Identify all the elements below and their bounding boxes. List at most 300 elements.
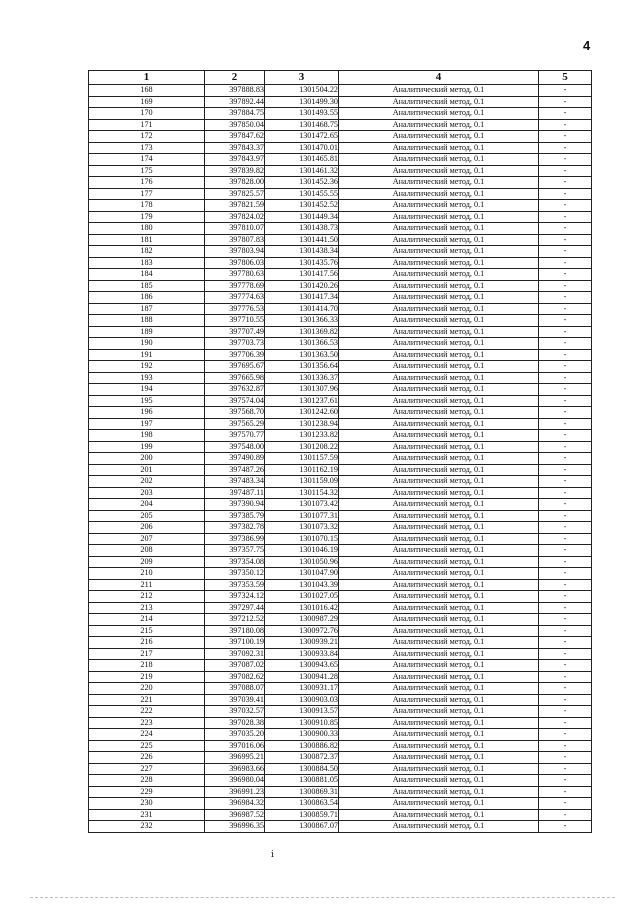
table-row — [89, 407, 592, 419]
y-coordinate-cell: 1301414.70 — [265, 303, 339, 315]
x-coordinate-cell: 397806.03 — [205, 257, 265, 269]
table-row — [89, 740, 592, 752]
table-header-row — [89, 71, 592, 85]
x-coordinate-cell: 397707.49 — [205, 326, 265, 338]
method-cell: Аналитический метод, 0.1 — [339, 407, 539, 419]
x-coordinate-cell: 397548.00 — [205, 441, 265, 453]
x-coordinate-cell: 397710.55 — [205, 315, 265, 327]
y-coordinate-cell: 1301465.81 — [265, 154, 339, 166]
method-cell: Аналитический метод, 0.1 — [339, 246, 539, 258]
table-row — [89, 177, 592, 189]
point-number-cell: 225 — [89, 740, 205, 752]
note-cell: - — [539, 821, 592, 833]
method-cell: Аналитический метод, 0.1 — [339, 418, 539, 430]
note-cell: - — [539, 108, 592, 120]
table-row — [89, 476, 592, 488]
y-coordinate-cell: 1300859.71 — [265, 809, 339, 821]
method-cell: Аналитический метод, 0.1 — [339, 464, 539, 476]
x-coordinate-cell: 397847.62 — [205, 131, 265, 143]
point-number-cell: 182 — [89, 246, 205, 258]
table-row — [89, 614, 592, 626]
note-cell: - — [539, 752, 592, 764]
header-method: 4 — [339, 71, 539, 85]
point-number-cell: 198 — [89, 430, 205, 442]
note-cell: - — [539, 441, 592, 453]
note-cell: - — [539, 119, 592, 131]
note-cell: - — [539, 223, 592, 235]
x-coordinate-cell: 397807.83 — [205, 234, 265, 246]
x-coordinate-cell: 396991.23 — [205, 786, 265, 798]
method-cell: Аналитический метод, 0.1 — [339, 763, 539, 775]
y-coordinate-cell: 1301452.36 — [265, 177, 339, 189]
method-cell: Аналитический метод, 0.1 — [339, 384, 539, 396]
point-number-cell: 215 — [89, 625, 205, 637]
x-coordinate-cell: 397390.94 — [205, 499, 265, 511]
note-cell: - — [539, 384, 592, 396]
method-cell: Аналитический метод, 0.1 — [339, 579, 539, 591]
note-cell: - — [539, 499, 592, 511]
note-cell: - — [539, 648, 592, 660]
method-cell: Аналитический метод, 0.1 — [339, 280, 539, 292]
table-row — [89, 361, 592, 373]
point-number-cell: 199 — [89, 441, 205, 453]
x-coordinate-cell: 397803.94 — [205, 246, 265, 258]
method-cell: Аналитический метод, 0.1 — [339, 706, 539, 718]
y-coordinate-cell: 1300972.76 — [265, 625, 339, 637]
point-number-cell: 228 — [89, 775, 205, 787]
method-cell: Аналитический метод, 0.1 — [339, 361, 539, 373]
table-row — [89, 591, 592, 603]
y-coordinate-cell: 1301417.56 — [265, 269, 339, 281]
table-row — [89, 326, 592, 338]
table-row — [89, 809, 592, 821]
point-number-cell: 184 — [89, 269, 205, 281]
x-coordinate-cell: 397490.89 — [205, 453, 265, 465]
page-number: 4 — [583, 38, 591, 53]
method-cell: Аналитический метод, 0.1 — [339, 292, 539, 304]
note-cell: - — [539, 418, 592, 430]
method-cell: Аналитический метод, 0.1 — [339, 614, 539, 626]
point-number-cell: 195 — [89, 395, 205, 407]
note-cell: - — [539, 706, 592, 718]
method-cell: Аналитический метод, 0.1 — [339, 786, 539, 798]
method-cell: Аналитический метод, 0.1 — [339, 775, 539, 787]
y-coordinate-cell: 1301452.52 — [265, 200, 339, 212]
x-coordinate-cell: 397824.02 — [205, 211, 265, 223]
x-coordinate-cell: 397568.70 — [205, 407, 265, 419]
method-cell: Аналитический метод, 0.1 — [339, 372, 539, 384]
y-coordinate-cell: 1301417.34 — [265, 292, 339, 304]
point-number-cell: 200 — [89, 453, 205, 465]
table-row — [89, 96, 592, 108]
x-coordinate-cell: 396980.04 — [205, 775, 265, 787]
note-cell: - — [539, 637, 592, 649]
x-coordinate-cell: 397695.67 — [205, 361, 265, 373]
method-cell: Аналитический метод, 0.1 — [339, 533, 539, 545]
method-cell: Аналитический метод, 0.1 — [339, 694, 539, 706]
y-coordinate-cell: 1301461.32 — [265, 165, 339, 177]
method-cell: Аналитический метод, 0.1 — [339, 487, 539, 499]
y-coordinate-cell: 1301077.31 — [265, 510, 339, 522]
table-row — [89, 418, 592, 430]
method-cell: Аналитический метод, 0.1 — [339, 660, 539, 672]
note-cell: - — [539, 487, 592, 499]
method-cell: Аналитический метод, 0.1 — [339, 165, 539, 177]
note-cell: - — [539, 533, 592, 545]
y-coordinate-cell: 1300872.37 — [265, 752, 339, 764]
note-cell: - — [539, 579, 592, 591]
point-number-cell: 203 — [89, 487, 205, 499]
x-coordinate-cell: 397665.98 — [205, 372, 265, 384]
x-coordinate-cell: 397039.41 — [205, 694, 265, 706]
y-coordinate-cell: 1301438.73 — [265, 223, 339, 235]
table-row — [89, 395, 592, 407]
point-number-cell: 223 — [89, 717, 205, 729]
point-number-cell: 226 — [89, 752, 205, 764]
method-cell: Аналитический метод, 0.1 — [339, 177, 539, 189]
point-number-cell: 193 — [89, 372, 205, 384]
point-number-cell: 191 — [89, 349, 205, 361]
note-cell: - — [539, 395, 592, 407]
point-number-cell: 217 — [89, 648, 205, 660]
y-coordinate-cell: 1301504.22 — [265, 85, 339, 97]
table-row — [89, 119, 592, 131]
table-row — [89, 464, 592, 476]
y-coordinate-cell: 1301027.05 — [265, 591, 339, 603]
x-coordinate-cell: 397565.29 — [205, 418, 265, 430]
y-coordinate-cell: 1300886.82 — [265, 740, 339, 752]
method-cell: Аналитический метод, 0.1 — [339, 154, 539, 166]
y-coordinate-cell: 1300863.54 — [265, 798, 339, 810]
point-number-cell: 210 — [89, 568, 205, 580]
y-coordinate-cell: 1301073.32 — [265, 522, 339, 534]
note-cell: - — [539, 269, 592, 281]
y-coordinate-cell: 1301470.01 — [265, 142, 339, 154]
method-cell: Аналитический метод, 0.1 — [339, 96, 539, 108]
note-cell: - — [539, 464, 592, 476]
method-cell: Аналитический метод, 0.1 — [339, 545, 539, 557]
y-coordinate-cell: 1301233.82 — [265, 430, 339, 442]
table-row — [89, 430, 592, 442]
point-number-cell: 207 — [89, 533, 205, 545]
point-number-cell: 214 — [89, 614, 205, 626]
point-number-cell: 220 — [89, 683, 205, 695]
x-coordinate-cell: 397035.20 — [205, 729, 265, 741]
method-cell: Аналитический метод, 0.1 — [339, 200, 539, 212]
table-row — [89, 568, 592, 580]
y-coordinate-cell: 1301369.82 — [265, 326, 339, 338]
y-coordinate-cell: 1301073.42 — [265, 499, 339, 511]
x-coordinate-cell: 397357.75 — [205, 545, 265, 557]
table-row — [89, 372, 592, 384]
x-coordinate-cell: 396987.52 — [205, 809, 265, 821]
footer-mark: ⅰ — [271, 849, 274, 859]
y-coordinate-cell: 1301162.19 — [265, 464, 339, 476]
point-number-cell: 185 — [89, 280, 205, 292]
note-cell: - — [539, 131, 592, 143]
table-row — [89, 522, 592, 534]
header-x-coordinate: 2 — [205, 71, 265, 85]
y-coordinate-cell: 1301237.61 — [265, 395, 339, 407]
table-row — [89, 717, 592, 729]
x-coordinate-cell: 397888.83 — [205, 85, 265, 97]
table-row — [89, 487, 592, 499]
method-cell: Аналитический метод, 0.1 — [339, 625, 539, 637]
y-coordinate-cell: 1300867.07 — [265, 821, 339, 833]
x-coordinate-cell: 397892.44 — [205, 96, 265, 108]
x-coordinate-cell: 397350.12 — [205, 568, 265, 580]
y-coordinate-cell: 1300881.05 — [265, 775, 339, 787]
x-coordinate-cell: 397706.39 — [205, 349, 265, 361]
x-coordinate-cell: 397324.12 — [205, 591, 265, 603]
table-row — [89, 706, 592, 718]
note-cell: - — [539, 430, 592, 442]
point-number-cell: 212 — [89, 591, 205, 603]
point-number-cell: 168 — [89, 85, 205, 97]
x-coordinate-cell: 397825.57 — [205, 188, 265, 200]
point-number-cell: 177 — [89, 188, 205, 200]
x-coordinate-cell: 397703.73 — [205, 338, 265, 350]
method-cell: Аналитический метод, 0.1 — [339, 671, 539, 683]
y-coordinate-cell: 1300910.85 — [265, 717, 339, 729]
method-cell: Аналитический метод, 0.1 — [339, 798, 539, 810]
note-cell: - — [539, 349, 592, 361]
x-coordinate-cell: 397092.31 — [205, 648, 265, 660]
y-coordinate-cell: 1301157.59 — [265, 453, 339, 465]
x-coordinate-cell: 397297.44 — [205, 602, 265, 614]
note-cell: - — [539, 694, 592, 706]
method-cell: Аналитический метод, 0.1 — [339, 809, 539, 821]
x-coordinate-cell: 396996.35 — [205, 821, 265, 833]
x-coordinate-cell: 397082.62 — [205, 671, 265, 683]
method-cell: Аналитический метод, 0.1 — [339, 740, 539, 752]
point-number-cell: 213 — [89, 602, 205, 614]
table-row — [89, 441, 592, 453]
x-coordinate-cell: 396984.32 — [205, 798, 265, 810]
note-cell: - — [539, 177, 592, 189]
note-cell: - — [539, 545, 592, 557]
y-coordinate-cell: 1301238.94 — [265, 418, 339, 430]
table-row — [89, 384, 592, 396]
x-coordinate-cell: 397180.08 — [205, 625, 265, 637]
point-number-cell: 179 — [89, 211, 205, 223]
y-coordinate-cell: 1300913.57 — [265, 706, 339, 718]
note-cell: - — [539, 798, 592, 810]
method-cell: Аналитический метод, 0.1 — [339, 395, 539, 407]
point-number-cell: 211 — [89, 579, 205, 591]
table-row — [89, 499, 592, 511]
x-coordinate-cell: 397087.02 — [205, 660, 265, 672]
method-cell: Аналитический метод, 0.1 — [339, 188, 539, 200]
method-cell: Аналитический метод, 0.1 — [339, 821, 539, 833]
y-coordinate-cell: 1301047.90 — [265, 568, 339, 580]
note-cell: - — [539, 717, 592, 729]
table-row — [89, 234, 592, 246]
point-number-cell: 172 — [89, 131, 205, 143]
coordinates-table — [88, 70, 592, 833]
method-cell: Аналитический метод, 0.1 — [339, 683, 539, 695]
y-coordinate-cell: 1301441.50 — [265, 234, 339, 246]
x-coordinate-cell: 397632.87 — [205, 384, 265, 396]
y-coordinate-cell: 1301070.15 — [265, 533, 339, 545]
note-cell: - — [539, 591, 592, 603]
y-coordinate-cell: 1301016.42 — [265, 602, 339, 614]
point-number-cell: 219 — [89, 671, 205, 683]
table-row — [89, 694, 592, 706]
point-number-cell: 174 — [89, 154, 205, 166]
point-number-cell: 197 — [89, 418, 205, 430]
table-row — [89, 338, 592, 350]
method-cell: Аналитический метод, 0.1 — [339, 257, 539, 269]
method-cell: Аналитический метод, 0.1 — [339, 476, 539, 488]
method-cell: Аналитический метод, 0.1 — [339, 119, 539, 131]
method-cell: Аналитический метод, 0.1 — [339, 142, 539, 154]
x-coordinate-cell: 397780.63 — [205, 269, 265, 281]
note-cell: - — [539, 671, 592, 683]
note-cell: - — [539, 96, 592, 108]
y-coordinate-cell: 1300931.17 — [265, 683, 339, 695]
table-row — [89, 786, 592, 798]
y-coordinate-cell: 1300987.29 — [265, 614, 339, 626]
y-coordinate-cell: 1301493.55 — [265, 108, 339, 120]
y-coordinate-cell: 1300900.33 — [265, 729, 339, 741]
method-cell: Аналитический метод, 0.1 — [339, 269, 539, 281]
note-cell: - — [539, 234, 592, 246]
table-body — [89, 85, 592, 833]
x-coordinate-cell: 397574.04 — [205, 395, 265, 407]
note-cell: - — [539, 556, 592, 568]
x-coordinate-cell: 397487.26 — [205, 464, 265, 476]
method-cell: Аналитический метод, 0.1 — [339, 510, 539, 522]
table-row — [89, 821, 592, 833]
point-number-cell: 188 — [89, 315, 205, 327]
y-coordinate-cell: 1300939.21 — [265, 637, 339, 649]
x-coordinate-cell: 397385.79 — [205, 510, 265, 522]
x-coordinate-cell: 397016.06 — [205, 740, 265, 752]
y-coordinate-cell: 1301420.26 — [265, 280, 339, 292]
point-number-cell: 173 — [89, 142, 205, 154]
point-number-cell: 224 — [89, 729, 205, 741]
point-number-cell: 183 — [89, 257, 205, 269]
y-coordinate-cell: 1301242.60 — [265, 407, 339, 419]
point-number-cell: 189 — [89, 326, 205, 338]
point-number-cell: 230 — [89, 798, 205, 810]
method-cell: Аналитический метод, 0.1 — [339, 315, 539, 327]
y-coordinate-cell: 1300943.65 — [265, 660, 339, 672]
x-coordinate-cell: 397212.52 — [205, 614, 265, 626]
table-row — [89, 292, 592, 304]
table-row — [89, 223, 592, 235]
x-coordinate-cell: 397821.59 — [205, 200, 265, 212]
note-cell: - — [539, 200, 592, 212]
x-coordinate-cell: 397778.69 — [205, 280, 265, 292]
y-coordinate-cell: 1301449.34 — [265, 211, 339, 223]
x-coordinate-cell: 397843.97 — [205, 154, 265, 166]
note-cell: - — [539, 246, 592, 258]
y-coordinate-cell: 1301050.96 — [265, 556, 339, 568]
y-coordinate-cell: 1301046.19 — [265, 545, 339, 557]
y-coordinate-cell: 1301356.64 — [265, 361, 339, 373]
note-cell: - — [539, 257, 592, 269]
note-cell: - — [539, 809, 592, 821]
x-coordinate-cell: 397839.82 — [205, 165, 265, 177]
y-coordinate-cell: 1301435.76 — [265, 257, 339, 269]
x-coordinate-cell: 397088.07 — [205, 683, 265, 695]
x-coordinate-cell: 397382.78 — [205, 522, 265, 534]
table-row — [89, 269, 592, 281]
point-number-cell: 202 — [89, 476, 205, 488]
note-cell: - — [539, 280, 592, 292]
method-cell: Аналитический метод, 0.1 — [339, 131, 539, 143]
x-coordinate-cell: 397776.53 — [205, 303, 265, 315]
point-number-cell: 222 — [89, 706, 205, 718]
y-coordinate-cell: 1301468.75 — [265, 119, 339, 131]
table-row — [89, 660, 592, 672]
point-number-cell: 231 — [89, 809, 205, 821]
note-cell: - — [539, 786, 592, 798]
method-cell: Аналитический метод, 0.1 — [339, 338, 539, 350]
method-cell: Аналитический метод, 0.1 — [339, 349, 539, 361]
y-coordinate-cell: 1300903.03 — [265, 694, 339, 706]
note-cell: - — [539, 338, 592, 350]
point-number-cell: 194 — [89, 384, 205, 396]
note-cell: - — [539, 740, 592, 752]
point-number-cell: 229 — [89, 786, 205, 798]
point-number-cell: 176 — [89, 177, 205, 189]
y-coordinate-cell: 1301455.55 — [265, 188, 339, 200]
table-row — [89, 729, 592, 741]
method-cell: Аналитический метод, 0.1 — [339, 326, 539, 338]
note-cell: - — [539, 326, 592, 338]
method-cell: Аналитический метод, 0.1 — [339, 637, 539, 649]
table-row — [89, 246, 592, 258]
y-coordinate-cell: 1301154.32 — [265, 487, 339, 499]
x-coordinate-cell: 397028.38 — [205, 717, 265, 729]
note-cell: - — [539, 775, 592, 787]
point-number-cell: 170 — [89, 108, 205, 120]
y-coordinate-cell: 1300869.31 — [265, 786, 339, 798]
x-coordinate-cell: 397483.34 — [205, 476, 265, 488]
point-number-cell: 232 — [89, 821, 205, 833]
y-coordinate-cell: 1301366.33 — [265, 315, 339, 327]
point-number-cell: 180 — [89, 223, 205, 235]
point-number-cell: 169 — [89, 96, 205, 108]
x-coordinate-cell: 397884.75 — [205, 108, 265, 120]
note-cell: - — [539, 292, 592, 304]
note-cell: - — [539, 522, 592, 534]
table-row — [89, 510, 592, 522]
x-coordinate-cell: 397810.07 — [205, 223, 265, 235]
y-coordinate-cell: 1301043.39 — [265, 579, 339, 591]
method-cell: Аналитический метод, 0.1 — [339, 556, 539, 568]
y-coordinate-cell: 1301499.30 — [265, 96, 339, 108]
table-row — [89, 763, 592, 775]
note-cell: - — [539, 729, 592, 741]
table-row — [89, 798, 592, 810]
x-coordinate-cell: 397354.08 — [205, 556, 265, 568]
y-coordinate-cell: 1301366.53 — [265, 338, 339, 350]
table-row — [89, 188, 592, 200]
method-cell: Аналитический метод, 0.1 — [339, 752, 539, 764]
table-row — [89, 257, 592, 269]
table-row — [89, 533, 592, 545]
note-cell: - — [539, 625, 592, 637]
note-cell: - — [539, 303, 592, 315]
x-coordinate-cell: 397774.63 — [205, 292, 265, 304]
table-row — [89, 545, 592, 557]
y-coordinate-cell: 1300933.84 — [265, 648, 339, 660]
point-number-cell: 209 — [89, 556, 205, 568]
